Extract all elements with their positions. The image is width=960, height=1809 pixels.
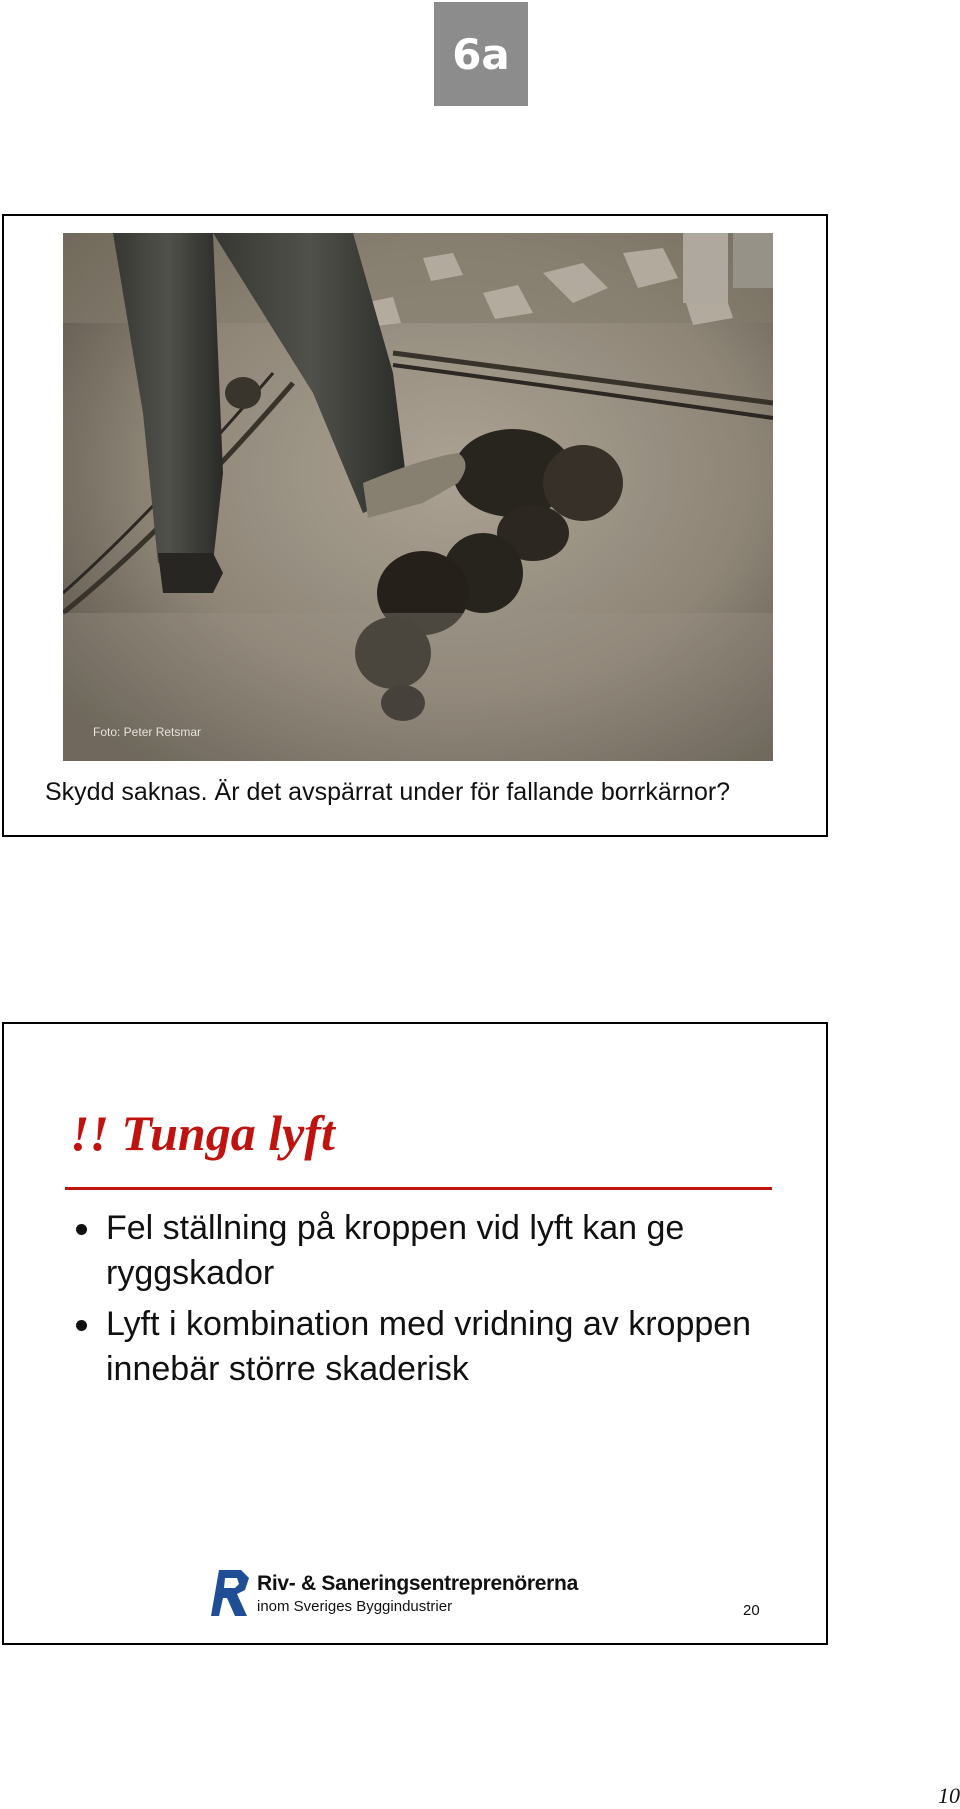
- bullet-dot-icon: [76, 1320, 87, 1331]
- logo-subtitle: inom Sveriges Byggindustrier: [257, 1598, 453, 1615]
- photo-credit: Foto: Peter Retsmar: [93, 725, 202, 739]
- slide-title: !! Tunga lyft: [70, 1105, 335, 1161]
- slide-photo: [2, 214, 828, 837]
- bullet-list: [76, 1206, 776, 1398]
- logo-name: Riv- & Saneringsentreprenörerna: [257, 1572, 578, 1595]
- bullet-item: [76, 1206, 776, 1296]
- bullet-item: [76, 1302, 776, 1392]
- section-tab: 6a: [434, 2, 528, 106]
- logo-mark-icon: [211, 1568, 251, 1618]
- slide-heavy-lifting: [2, 1022, 828, 1645]
- photo-illustration: [63, 233, 773, 761]
- page-number: 10: [938, 1783, 960, 1808]
- slide-number: 20: [743, 1602, 760, 1619]
- organization-logo: [211, 1568, 611, 1622]
- bullet-text: Fel ställning på kroppen vid lyft kan ge ryggskador: [106, 1209, 685, 1292]
- slide-caption: Skydd saknas. Är det avspärrat under för fallande borrkärnor?: [45, 778, 731, 806]
- bullet-dot-icon: [76, 1224, 87, 1235]
- site-photo: [63, 233, 773, 761]
- bullet-text: Lyft i kombination med vridning av kroppen innebär större skaderisk: [106, 1305, 752, 1388]
- title-divider: [65, 1187, 772, 1190]
